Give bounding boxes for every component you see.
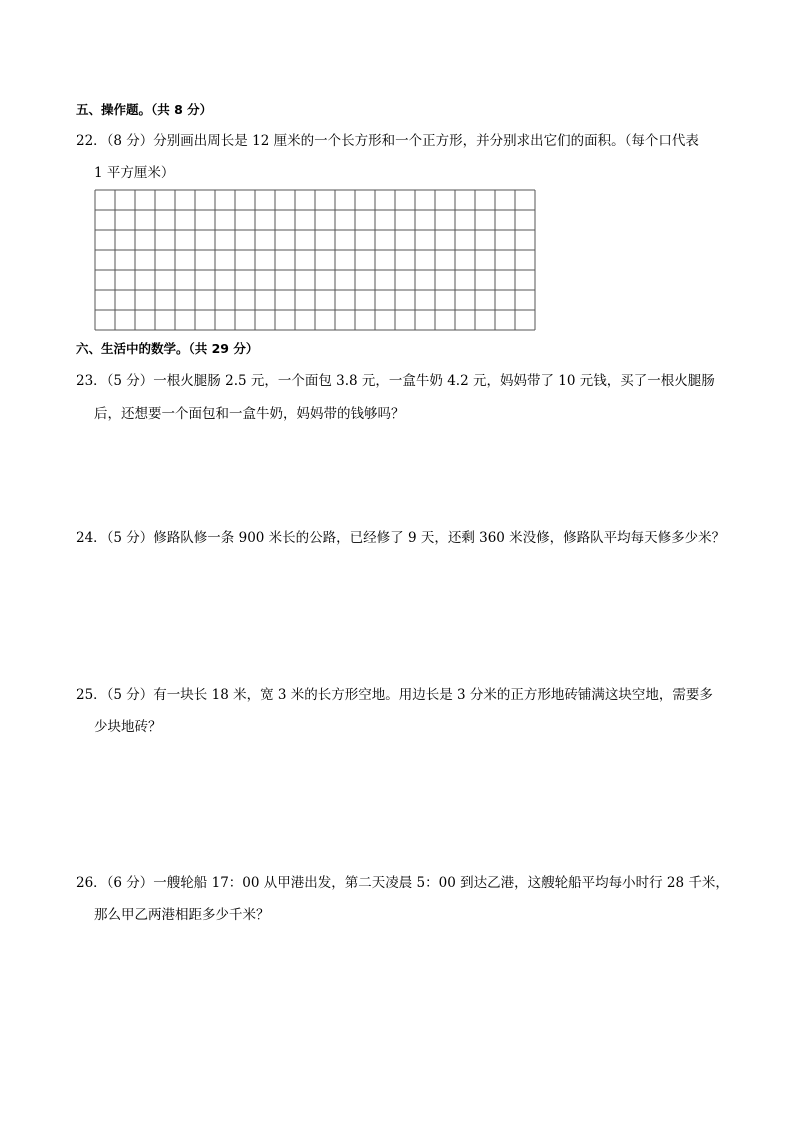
question-22-line-1: 22．（8 分）分别画出周长是 12 厘米的一个长方形和一个正方形，并分别求出它们的面积。（每个口代表 [76,133,699,149]
question-23-line-2: 后，还想要一个面包和一盒牛奶，妈妈带的钱够吗？ [94,406,405,422]
question-25-line-2: 少块地砖？ [94,719,162,735]
question-23-line-1: 23．（5 分）一根火腿肠 2.5 元，一个面包 3.8 元，一盒牛奶 4.2 元，妈妈带了 10 元钱，买了一根火腿肠 [76,373,715,389]
section-5-heading: 五、操作题。（共 8 分） [76,102,213,117]
question-25-line-1: 25．（5 分）有一块长 18 米，宽 3 米的长方形空地。用边长是 3 分米的正方形地砖铺满这块空地，需要多 [76,687,713,703]
question-26-line-1: 26．（6 分）一艘轮船 17：00 从甲港出发，第二天凌晨 5：00 到达乙港，这艘轮船平均每小时行 28 千米， [76,875,729,891]
question-26-line-2: 那么甲乙两港相距多少千米？ [94,907,270,923]
question-24-line-1: 24．（5 分）修路队修一条 900 米长的公路，已经修了 9 天，还剩 360 米没修，修路队平均每天修多少米？ [76,530,726,546]
question-22-line-2: 1 平方厘米） [94,165,175,181]
section-6-heading: 六、生活中的数学。（共 29 分） [76,341,259,356]
square-grid [94,189,536,331]
